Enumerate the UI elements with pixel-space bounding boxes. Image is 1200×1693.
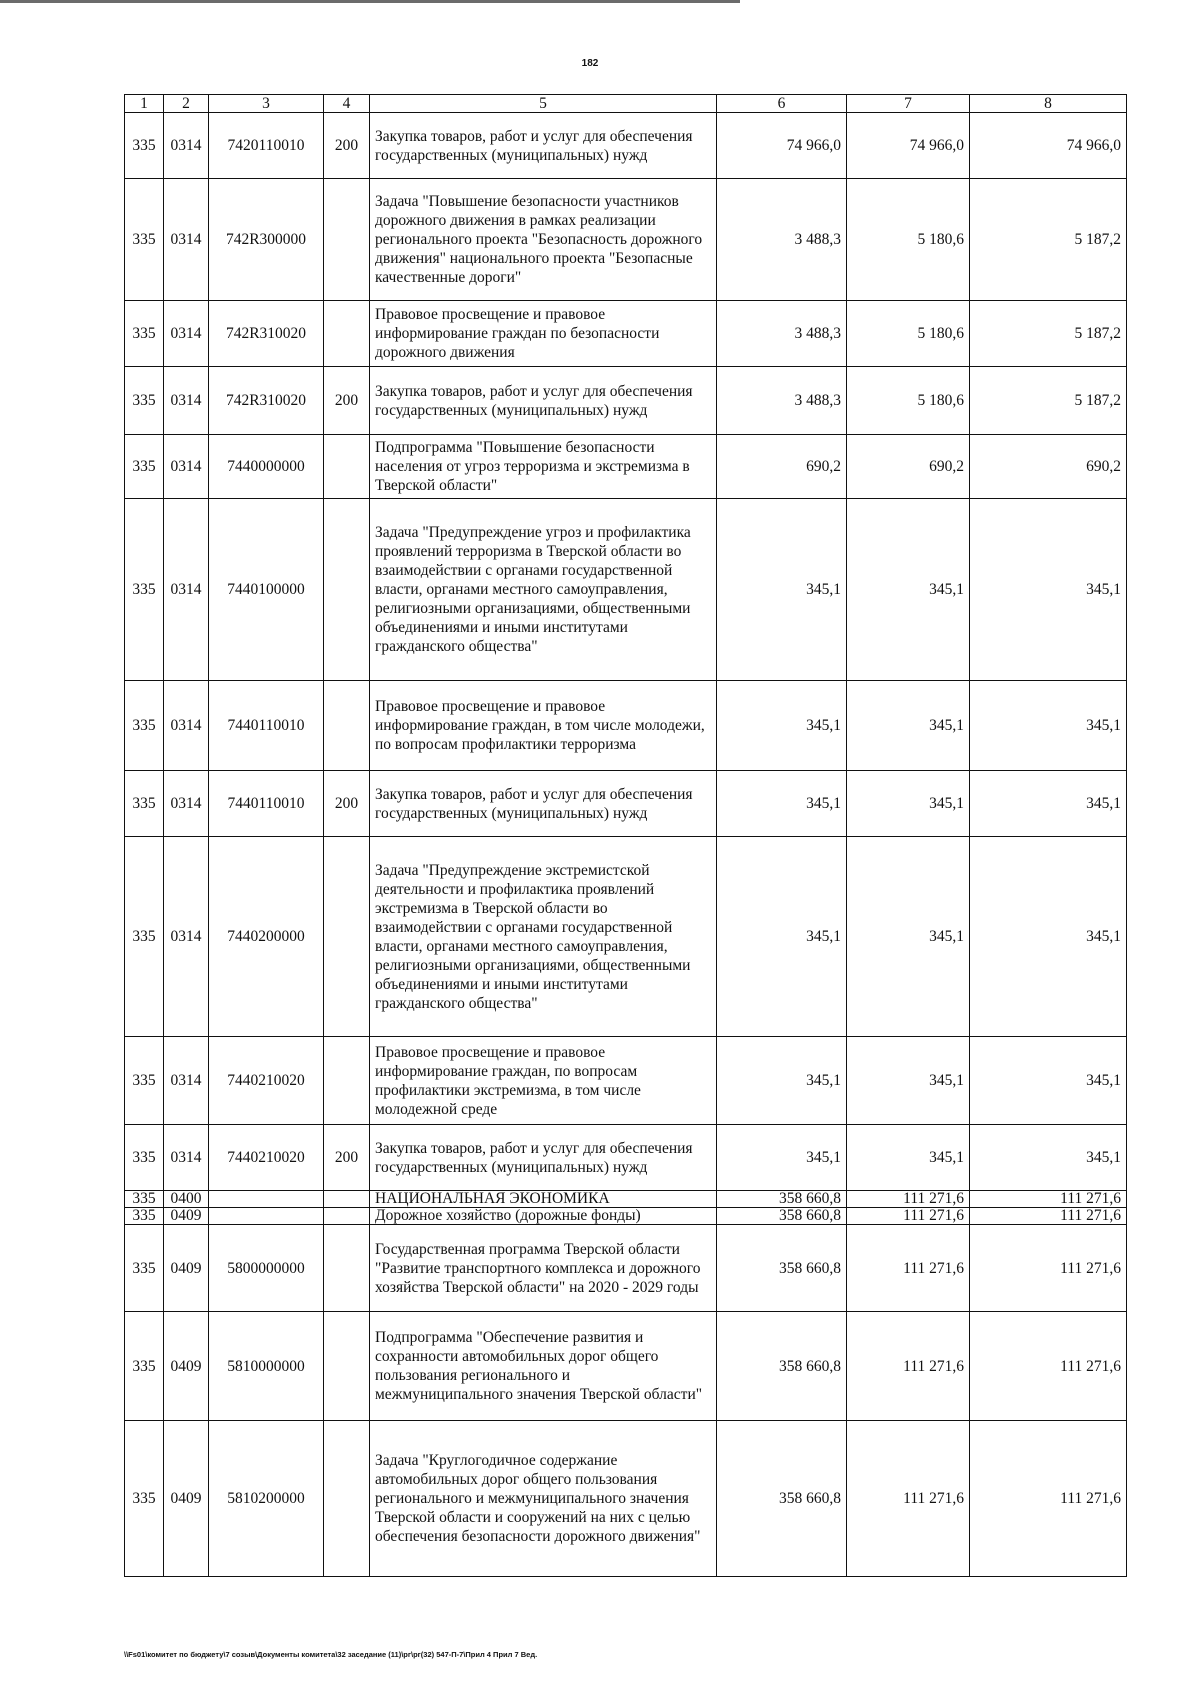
cell-target-article: 7440200000	[209, 837, 324, 1037]
header-row	[125, 95, 1127, 113]
cell-grbs-code: 335	[125, 435, 164, 499]
cell-target-article: 7440110010	[209, 681, 324, 771]
top-border-line	[0, 0, 740, 3]
cell-section-code: 0409	[164, 1225, 209, 1312]
cell-description: Закупка товаров, работ и услуг для обеспечения государственных (муниципальных) нужд	[370, 771, 717, 837]
cell-amount-col8: 111 271,6	[970, 1225, 1127, 1312]
table-body	[125, 113, 1127, 1577]
table-row	[125, 681, 1127, 771]
cell-section-code: 0409	[164, 1208, 209, 1225]
cell-description: НАЦИОНАЛЬНАЯ ЭКОНОМИКА	[370, 1191, 717, 1208]
footer-file-path: \\Fs01\комитет по бюджету\7 созыв\Документы комитета\32 заседание (11)\рг\рг(32) 547-П-7\Прил 4 Прил 7 Вед.	[124, 1650, 538, 1659]
cell-target-article: 7440210020	[209, 1125, 324, 1191]
header-col-6: 6	[717, 95, 847, 113]
cell-amount-col8: 74 966,0	[970, 113, 1127, 179]
table-row	[125, 499, 1127, 681]
cell-section-code: 0409	[164, 1312, 209, 1421]
table-row	[125, 113, 1127, 179]
cell-amount-col8: 111 271,6	[970, 1191, 1127, 1208]
cell-expense-type	[324, 1312, 370, 1421]
header-col-1: 1	[125, 95, 164, 113]
cell-amount-col7: 345,1	[847, 1125, 970, 1191]
cell-amount-col7: 111 271,6	[847, 1225, 970, 1312]
cell-amount-col8: 5 187,2	[970, 301, 1127, 367]
cell-section-code: 0314	[164, 367, 209, 435]
cell-amount-col6: 358 660,8	[717, 1312, 847, 1421]
cell-expense-type	[324, 1208, 370, 1225]
cell-grbs-code: 335	[125, 1225, 164, 1312]
cell-amount-col6: 345,1	[717, 1037, 847, 1125]
cell-amount-col6: 3 488,3	[717, 179, 847, 301]
cell-description: Правовое просвещение и правовое информирование граждан по безопасности дорожного движения	[370, 301, 717, 367]
cell-description: Закупка товаров, работ и услуг для обеспечения государственных (муниципальных) нужд	[370, 367, 717, 435]
cell-amount-col8: 345,1	[970, 1125, 1127, 1191]
cell-amount-col6: 3 488,3	[717, 301, 847, 367]
cell-grbs-code: 335	[125, 837, 164, 1037]
cell-section-code: 0314	[164, 301, 209, 367]
cell-description: Правовое просвещение и правовое информирование граждан, по вопросам профилактики экстремизма, в том числе молодежной среде	[370, 1037, 717, 1125]
cell-target-article: 742R300000	[209, 179, 324, 301]
cell-amount-col6: 3 488,3	[717, 367, 847, 435]
cell-amount-col8: 5 187,2	[970, 179, 1127, 301]
cell-amount-col7: 345,1	[847, 499, 970, 681]
cell-expense-type	[324, 179, 370, 301]
table-row	[125, 301, 1127, 367]
cell-amount-col7: 5 180,6	[847, 367, 970, 435]
cell-target-article: 5800000000	[209, 1225, 324, 1312]
header-col-8: 8	[970, 95, 1127, 113]
cell-description: Дорожное хозяйство (дорожные фонды)	[370, 1208, 717, 1225]
cell-grbs-code: 335	[125, 1125, 164, 1191]
table-row	[125, 771, 1127, 837]
cell-grbs-code: 335	[125, 681, 164, 771]
cell-description: Подпрограмма "Обеспечение развития и сохранности автомобильных дорог общего пользования регионального и межмуниципального значения Тверской области"	[370, 1312, 717, 1421]
table-row	[125, 179, 1127, 301]
cell-amount-col7: 74 966,0	[847, 113, 970, 179]
cell-expense-type	[324, 1421, 370, 1577]
cell-section-code: 0409	[164, 1421, 209, 1577]
cell-amount-col6: 358 660,8	[717, 1225, 847, 1312]
cell-description: Государственная программа Тверской области "Развитие транспортного комплекса и дорожного хозяйства Тверской области" на 2020 - 2029 годы	[370, 1225, 717, 1312]
cell-description: Задача "Повышение безопасности участников дорожного движения в рамках реализации регионального проекта "Безопасность дорожного движения" национального проекта "Безопасные качественные дороги"	[370, 179, 717, 301]
cell-amount-col7: 345,1	[847, 681, 970, 771]
cell-target-article: 5810200000	[209, 1421, 324, 1577]
cell-target-article: 7440210020	[209, 1037, 324, 1125]
cell-amount-col6: 358 660,8	[717, 1421, 847, 1577]
table-row	[125, 1225, 1127, 1312]
cell-section-code: 0314	[164, 179, 209, 301]
cell-target-article: 7440000000	[209, 435, 324, 499]
cell-amount-col7: 111 271,6	[847, 1208, 970, 1225]
cell-description: Задача "Круглогодичное содержание автомобильных дорог общего пользования регионального и межмуниципального значения Тверской области и сооружений на них с целью обеспечения безопасности дорожного движения"	[370, 1421, 717, 1577]
header-col-4: 4	[324, 95, 370, 113]
cell-amount-col7: 345,1	[847, 837, 970, 1037]
cell-target-article: 5810000000	[209, 1312, 324, 1421]
cell-description: Правовое просвещение и правовое информирование граждан, в том числе молодежи, по вопросам профилактики терроризма	[370, 681, 717, 771]
cell-amount-col6: 690,2	[717, 435, 847, 499]
table-row	[125, 837, 1127, 1037]
cell-grbs-code: 335	[125, 367, 164, 435]
cell-target-article	[209, 1191, 324, 1208]
header-col-3: 3	[209, 95, 324, 113]
cell-amount-col8: 345,1	[970, 681, 1127, 771]
cell-amount-col7: 111 271,6	[847, 1421, 970, 1577]
cell-amount-col6: 345,1	[717, 499, 847, 681]
table-row	[125, 1312, 1127, 1421]
cell-description: Закупка товаров, работ и услуг для обеспечения государственных (муниципальных) нужд	[370, 113, 717, 179]
cell-expense-type: 200	[324, 113, 370, 179]
cell-amount-col6: 345,1	[717, 681, 847, 771]
cell-amount-col8: 345,1	[970, 499, 1127, 681]
cell-description: Задача "Предупреждение экстремистской деятельности и профилактика проявлений экстремизма в Тверской области во взаимодействии с органами государственной власти, органами местного самоуправления, религиозными организациями, общественными объединениями и иными институтами гражданского общества"	[370, 837, 717, 1037]
cell-amount-col6: 358 660,8	[717, 1208, 847, 1225]
cell-amount-col7: 345,1	[847, 1037, 970, 1125]
cell-expense-type: 200	[324, 1125, 370, 1191]
budget-table	[124, 94, 1127, 1577]
cell-grbs-code: 335	[125, 771, 164, 837]
table-row	[125, 435, 1127, 499]
cell-target-article: 742R310020	[209, 367, 324, 435]
cell-section-code: 0314	[164, 837, 209, 1037]
cell-section-code: 0314	[164, 113, 209, 179]
cell-expense-type: 200	[324, 367, 370, 435]
table-row	[125, 1125, 1127, 1191]
cell-expense-type	[324, 435, 370, 499]
cell-description: Подпрограмма "Повышение безопасности населения от угроз терроризма и экстремизма в Тверской области"	[370, 435, 717, 499]
cell-grbs-code: 335	[125, 1208, 164, 1225]
table-row	[125, 1191, 1127, 1208]
cell-expense-type	[324, 1191, 370, 1208]
cell-expense-type: 200	[324, 771, 370, 837]
cell-grbs-code: 335	[125, 301, 164, 367]
cell-target-article: 7440100000	[209, 499, 324, 681]
cell-expense-type	[324, 301, 370, 367]
cell-amount-col8: 111 271,6	[970, 1312, 1127, 1421]
page-number: 182	[581, 58, 599, 69]
table-row	[125, 1037, 1127, 1125]
cell-grbs-code: 335	[125, 1421, 164, 1577]
cell-target-article: 7440110010	[209, 771, 324, 837]
cell-expense-type	[324, 499, 370, 681]
cell-section-code: 0314	[164, 1037, 209, 1125]
cell-target-article	[209, 1208, 324, 1225]
cell-expense-type	[324, 1225, 370, 1312]
cell-amount-col8: 111 271,6	[970, 1421, 1127, 1577]
cell-amount-col6: 358 660,8	[717, 1191, 847, 1208]
header-col-7: 7	[847, 95, 970, 113]
cell-section-code: 0314	[164, 681, 209, 771]
cell-section-code: 0314	[164, 435, 209, 499]
cell-amount-col8: 690,2	[970, 435, 1127, 499]
cell-amount-col6: 345,1	[717, 771, 847, 837]
header-col-5: 5	[370, 95, 717, 113]
cell-amount-col7: 111 271,6	[847, 1312, 970, 1421]
cell-section-code: 0400	[164, 1191, 209, 1208]
cell-section-code: 0314	[164, 499, 209, 681]
table-row	[125, 1208, 1127, 1225]
cell-amount-col6: 345,1	[717, 837, 847, 1037]
table-row	[125, 1421, 1127, 1577]
cell-target-article: 742R310020	[209, 301, 324, 367]
cell-amount-col8: 5 187,2	[970, 367, 1127, 435]
cell-amount-col6: 74 966,0	[717, 113, 847, 179]
cell-amount-col8: 111 271,6	[970, 1208, 1127, 1225]
cell-amount-col7: 690,2	[847, 435, 970, 499]
cell-amount-col8: 345,1	[970, 837, 1127, 1037]
cell-section-code: 0314	[164, 1125, 209, 1191]
cell-grbs-code: 335	[125, 1191, 164, 1208]
cell-amount-col8: 345,1	[970, 771, 1127, 837]
cell-amount-col8: 345,1	[970, 1037, 1127, 1125]
cell-grbs-code: 335	[125, 179, 164, 301]
cell-amount-col7: 5 180,6	[847, 179, 970, 301]
cell-description: Закупка товаров, работ и услуг для обеспечения государственных (муниципальных) нужд	[370, 1125, 717, 1191]
cell-expense-type	[324, 681, 370, 771]
cell-amount-col6: 345,1	[717, 1125, 847, 1191]
cell-grbs-code: 335	[125, 1312, 164, 1421]
cell-expense-type	[324, 837, 370, 1037]
table-row	[125, 367, 1127, 435]
cell-amount-col7: 345,1	[847, 771, 970, 837]
header-col-2: 2	[164, 95, 209, 113]
cell-amount-col7: 111 271,6	[847, 1191, 970, 1208]
cell-amount-col7: 5 180,6	[847, 301, 970, 367]
cell-grbs-code: 335	[125, 113, 164, 179]
cell-target-article: 7420110010	[209, 113, 324, 179]
cell-grbs-code: 335	[125, 1037, 164, 1125]
cell-description: Задача "Предупреждение угроз и профилактика проявлений терроризма в Тверской области во взаимодействии с органами государственной власти, органами местного самоуправления, религиозными организациями, общественными объединениями и иными институтами гражданского общества"	[370, 499, 717, 681]
cell-section-code: 0314	[164, 771, 209, 837]
cell-grbs-code: 335	[125, 499, 164, 681]
cell-expense-type	[324, 1037, 370, 1125]
